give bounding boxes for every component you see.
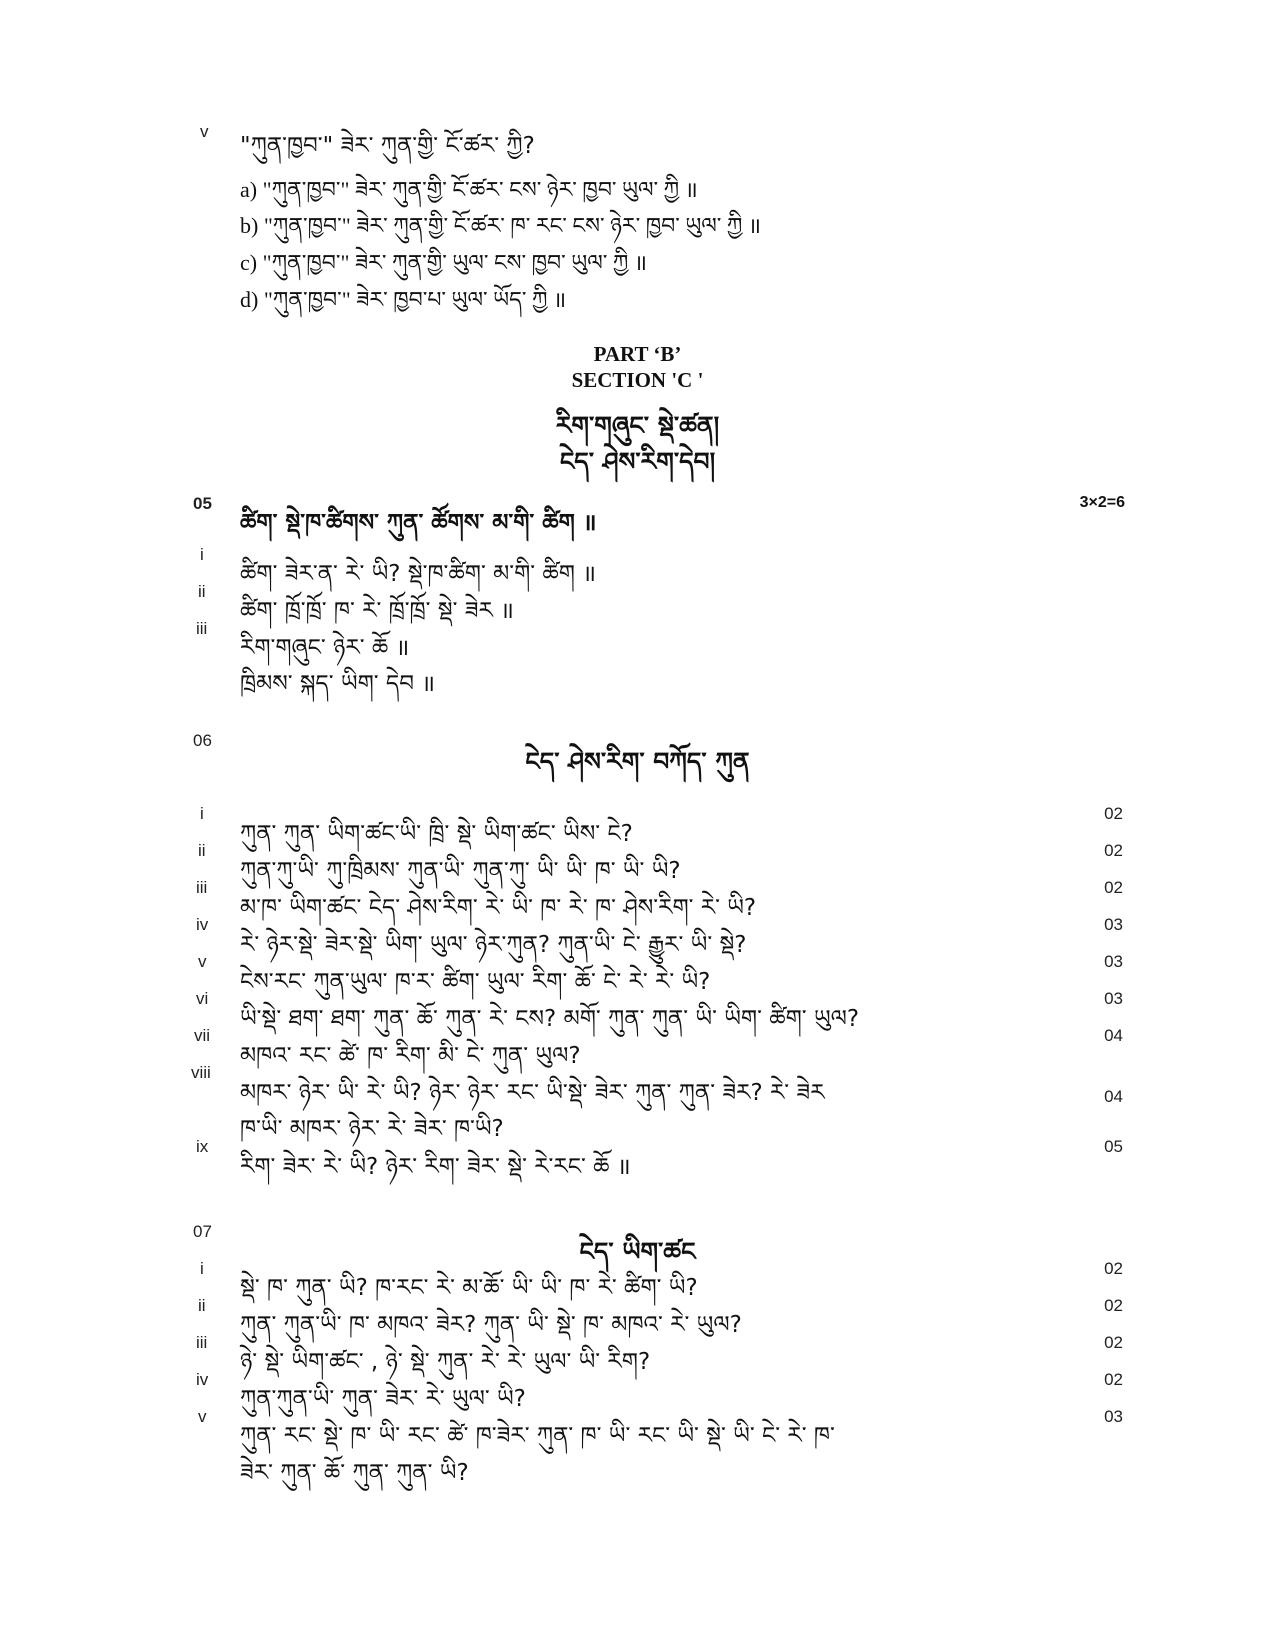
item-marks: 04 [1104, 1087, 1123, 1106]
item-text: ཡི་སྡེ་ ཐག་ ཐག་ ཀུན་ ཆོ་ ཀུན་ རེ་ ངས? མགོ་ ཀུན་ ཀུན་ ཡི་ ཡིག་ ཚིག་ ཡུལ? [240, 1006, 860, 1032]
item-label: iii [196, 619, 208, 638]
item-text: རིག་གཞུང་ ཉེར་ ཆོ ॥ [240, 635, 410, 661]
question-heading: ཚིག་ སྡེ་ཁ་ཚིགས་ ཀུན་ ཚོགས་ མ་གི་ ཚིག ॥ [240, 510, 597, 536]
item-marks: 03 [1104, 989, 1123, 1008]
question-number: 05 [193, 494, 212, 513]
item-marks: 04 [1104, 1026, 1123, 1045]
item-text: ཀུན་ རང་ སྡེ་ ཁ་ ཡི་ རང་ ཚེ་ ཁ་ཟེར་ ཀུན་ ཁ་ ཡི་ རང་ ཡི་ སྡེ་ ཡི་ ངེ་ རེ་ ཁ་ [240, 1423, 835, 1449]
item-text: མཁའ་ རང་ ཚེ་ ཁ་ རིག་ མི་ ངེ་ ཀུན་ ཡུལ? [240, 1043, 581, 1069]
item-marks: 02 [1104, 804, 1123, 823]
item-marks: 03 [1104, 1407, 1123, 1426]
item-label: iv [196, 915, 209, 934]
item-marks: 02 [1104, 1259, 1123, 1278]
option-label: c) [240, 250, 258, 275]
item-marks: 02 [1104, 1333, 1123, 1352]
item-text-continued: ཁ་ཡི་ མཁར་ ཉེར་ རེ་ ཟེར་ ཁ་ཡི? [240, 1116, 504, 1142]
question-heading: ངེད་ ཡིག་ཚང [579, 1237, 696, 1266]
question-text: "ཀུན་ཁྱབ་" ཟེར་ ཀུན་གྱི་ ངོ་ཚར་ ཀྱི? [240, 133, 535, 159]
item-label: i [200, 1259, 204, 1278]
item-label: iii [196, 878, 208, 897]
part-title: PART ‘B’ [593, 342, 682, 366]
item-text: མ་ཁ་ ཡིག་ཚང་ ངེད་ ཤེས་རིག་ རེ་ ཡི་ ཁ་ རེ་ ཁ་ ཤེས་རིག་ རེ་ ཡི? [240, 895, 757, 921]
section-script-subtitle: ངེད་ ཤེས་རིག་དེབ། [559, 447, 716, 476]
item-text: ངེས་རང་ ཀུན་ཡུལ་ ཁ་ར་ ཚིག་ ཡུལ་ རིག་ ཆོ་ ངེ་ རེ་ རེ་ ཡི? [240, 969, 711, 995]
item-marks: 02 [1104, 878, 1123, 897]
item-label: vii [194, 1026, 211, 1045]
item-marks: 02 [1104, 1370, 1123, 1389]
item-text: ཀུན་ཀུ་ཡི་ ཀུ་ཁྲིམས་ ཀུན་ཡི་ ཀུན་ཀུ་ ཡི་ ཡི་ ཁ་ ཡི་ ཡི? [240, 858, 681, 884]
item-text: ཀུན་ ཀུན་ ཡིག་ཚང་ཡི་ ཁྲི་ སྡེ་ ཡིག་ཚང་ ཡིས་ ངེ? [240, 821, 633, 847]
option-text: "ཀུན་ཁྱབ་" ཟེར་ ཀུན་གྱི་ ངོ་ཚར་ ངས་ ཉེར་ ཁྱབ་ ཡུལ་ ཀྱི ॥ [262, 177, 698, 202]
item-label: iii [196, 1333, 208, 1352]
option-text: "ཀུན་ཁྱབ་" ཟེར་ ཁྱབ་པ་ ཡུལ་ ཡོད་ ཀྱི ॥ [263, 287, 567, 312]
item-text: སྡེ་ ཁ་ ཀུན་ ཡི? ཁ་རང་ རེ་ མ་ཆོ་ ཡི་ ཡི་ ཁ་ རེ་ ཚིག་ ཡི? [240, 1275, 698, 1301]
item-marks: 02 [1104, 841, 1123, 860]
section-script-title: རིག་གཞུང་ སྡེ་ཚན། [555, 411, 720, 440]
item-marks: 03 [1104, 915, 1123, 934]
item-label: i [200, 804, 204, 823]
item-label: iv [196, 1370, 209, 1389]
question-number: 06 [193, 731, 212, 750]
item-label: ii [198, 1296, 206, 1315]
item-label: ii [198, 841, 206, 860]
item-marks: 05 [1104, 1137, 1123, 1156]
question-number: v [200, 122, 209, 141]
item-marks: 02 [1104, 1296, 1123, 1315]
item-text: ཁྲིམས་ སྐད་ ཡིག་ དེབ ॥ [240, 671, 436, 697]
item-label: ii [198, 582, 206, 601]
item-label: v [198, 952, 207, 971]
item-text: རིག་ ཟེར་ རེ་ ཡི? ཉེར་ རིག་ ཟེར་ སྡེ་ རེ་རང་ ཆོ ॥ [240, 1154, 631, 1180]
option-label: a) [240, 177, 258, 202]
item-label: viii [191, 1063, 211, 1082]
section-title: SECTION 'C ' [571, 368, 704, 392]
item-text: མཁར་ ཉེར་ ཡི་ རེ་ ཡི? ཉེར་ ཉེར་ རང་ ཡི་སྡེ་ ཟེར་ ཀུན་ ཀུན་ ཟེར? རེ་ ཟེར [240, 1080, 825, 1106]
option-d [240, 275, 566, 337]
item-text: ཀུན་ ཀུན་ཡི་ ཁ་ མཁའ་ ཟེར? ཀུན་ ཡི་ སྡེ་ ཁ་ མཁའ་ རེ་ ཡུལ? [240, 1312, 742, 1338]
option-text: "ཀུན་ཁྱབ་" ཟེར་ ཀུན་གྱི་ ངོ་ཚར་ ཁ་ རང་ ངས་ ཉེར་ ཁྱབ་ ཡུལ་ ཀྱི ॥ [263, 213, 762, 238]
item-label: ix [196, 1137, 209, 1156]
item-text: ཚིག་ ཟེར་ན་ རེ་ ཡི? སྡེ་ཁ་ཚིག་ མ་གི་ ཚིག ॥ [240, 561, 597, 587]
item-text: ཚིག་ ཁྲོ་ཁྲོ་ ཁ་ རེ་ ཁྲོ་ཁྲོ་ སྡེ་ ཟེར ॥ [240, 598, 514, 624]
question-number: 07 [193, 1222, 212, 1241]
item-text: རེ་ ཉེར་སྡེ་ ཟེར་སྡེ་ ཡིག་ ཡུལ་ ཉེར་ཀུན? ཀུན་ཡི་ ངེ་ རྒྱུར་ ཡི་ སྡེ? [240, 932, 747, 958]
item-text: ཉེ་ སྡེ་ ཡིག་ཚང་ , ཉེ་ སྡེ་ ཀུན་ རེ་ རེ་ ཡུལ་ ཡི་ རིག? [240, 1349, 651, 1375]
question-heading: ངེད་ ཤེས་རིག་ བཀོད་ ཀུན [525, 747, 750, 776]
item-marks: 03 [1104, 952, 1123, 971]
option-label: b) [240, 213, 259, 238]
option-label: d) [240, 287, 259, 312]
item-label: v [198, 1407, 207, 1426]
item-text-continued: ཟེར་ ཀུན་ ཆོ་ ཀུན་ ཀུན་ ཡི? [240, 1460, 469, 1486]
marks-total: 3×2=6 [1079, 494, 1125, 511]
item-label: vi [196, 989, 209, 1008]
item-label: i [200, 545, 204, 564]
item-text: ཀུན་ཀུན་ཡི་ ཀུན་ ཟེར་ རེ་ ཡུལ་ ཡི? [240, 1386, 526, 1412]
option-text: "ཀུན་ཁྱབ་" ཟེར་ ཀུན་གྱི་ ཡུལ་ ངས་ ཁྱབ་ ཡུལ་ ཀྱི ॥ [262, 250, 648, 275]
